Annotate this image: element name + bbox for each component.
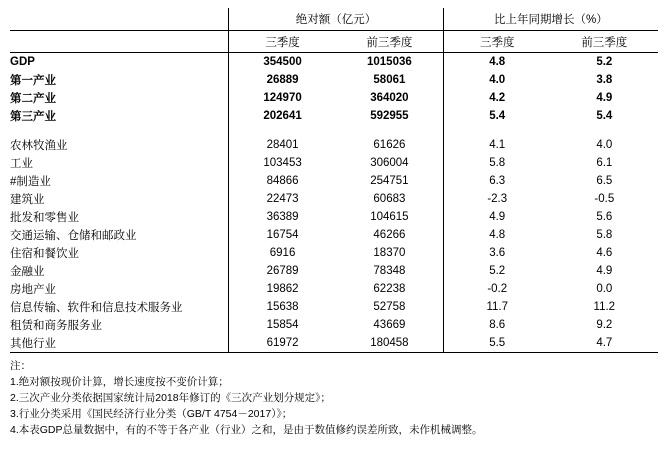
row-value-q3-growth: 5.2 [443, 262, 550, 280]
gdp-statistics-table [10, 8, 658, 353]
note-item-4: 4.本表GDP总量数据中，有的不等于各产业（行业）之和，是由于数值修约误差所致，未作机械调整。 [10, 424, 483, 436]
row-value-q3-growth: 3.6 [443, 244, 550, 262]
row-value-q3-absolute: 61972 [229, 334, 336, 353]
row-value-ytd-growth: 11.2 [593, 301, 616, 313]
row-value-q3-growth: 4.9 [443, 208, 550, 226]
spacer-cell [551, 125, 658, 136]
spacer-cell [229, 125, 336, 136]
row-value-ytd-absolute: 254751 [370, 175, 409, 187]
row-value-q3-absolute: 26889 [229, 71, 336, 89]
row-value-ytd-growth: 6.1 [596, 157, 613, 169]
row-value-q3-absolute: 124970 [229, 89, 336, 107]
row-value-q3-absolute: 16754 [229, 226, 336, 244]
row-value-ytd-growth: 4.9 [596, 265, 613, 277]
table-row [10, 226, 658, 244]
row-value-ytd-absolute: 78348 [373, 265, 406, 277]
row-label: 其他行业 [10, 334, 229, 353]
row-value-q3-absolute: 28401 [229, 136, 336, 154]
row-label: 第三产业 [10, 111, 56, 123]
row-value-q3-growth: 4.2 [443, 89, 550, 107]
row-value-q3-growth: 4.0 [443, 71, 550, 89]
row-label: 农林牧渔业 [10, 140, 68, 152]
row-label: GDP [10, 56, 35, 68]
row-value-ytd-growth: 5.6 [596, 211, 613, 223]
note-item-3: 3.行业分类采用《国民经济行业分类（GB/T 4754－2017）》； [10, 408, 293, 420]
table-row [10, 316, 658, 334]
row-value-q3-growth: 5.8 [443, 154, 550, 172]
row-value-ytd-absolute: 61626 [373, 139, 406, 151]
subheader-first-three-quarters-growth: 前三季度 [551, 31, 658, 53]
subheader-q3-absolute: 三季度 [229, 31, 336, 53]
table-row [10, 298, 658, 316]
row-value-q3-growth: 6.3 [443, 172, 550, 190]
row-value-ytd-growth: 4.6 [596, 247, 613, 259]
row-label: 住宿和餐饮业 [10, 248, 79, 260]
table-row [10, 208, 658, 226]
row-value-ytd-absolute: 306004 [370, 157, 409, 169]
row-value-q3-absolute: 19862 [229, 280, 336, 298]
table-row [10, 71, 658, 89]
row-value-ytd-growth: 4.9 [596, 92, 613, 104]
header-growth-rate: 比上年同期增长（%） [443, 8, 658, 31]
row-value-ytd-absolute: 104615 [370, 211, 409, 223]
row-label: 租赁和商务服务业 [10, 320, 102, 332]
row-value-ytd-absolute: 60683 [373, 193, 406, 205]
row-value-ytd-absolute: 62238 [373, 283, 406, 295]
table-group-header-row [10, 8, 658, 31]
row-value-q3-growth: 5.5 [443, 334, 550, 353]
row-value-q3-growth: -2.3 [443, 190, 550, 208]
row-label: 第一产业 [10, 75, 56, 87]
row-value-ytd-growth: 5.2 [596, 56, 613, 68]
row-value-q3-absolute: 354500 [229, 53, 336, 72]
table-row [10, 136, 658, 154]
row-label: 建筑业 [10, 194, 45, 206]
row-value-q3-absolute: 36389 [229, 208, 336, 226]
table-sub-header-row [10, 31, 658, 53]
row-value-ytd-growth: 3.8 [596, 74, 613, 86]
row-value-ytd-growth: 6.5 [596, 175, 613, 187]
row-value-q3-growth: 4.8 [443, 53, 550, 72]
table-row [10, 262, 658, 280]
note-item-1: 1.绝对额按现价计算，增长速度按不变价计算； [10, 376, 229, 388]
header-blank-cell [10, 8, 229, 31]
row-value-ytd-absolute: 58061 [373, 74, 406, 86]
row-value-q3-absolute: 103453 [229, 154, 336, 172]
row-value-q3-absolute: 84866 [229, 172, 336, 190]
table-row [10, 244, 658, 262]
row-value-q3-absolute: 15854 [229, 316, 336, 334]
subheader-first-three-quarters-absolute: 前三季度 [336, 31, 443, 53]
spacer-cell [443, 125, 550, 136]
row-value-ytd-absolute: 364020 [370, 92, 409, 104]
row-label: 批发和零售业 [10, 212, 79, 224]
row-value-q3-absolute: 15638 [229, 298, 336, 316]
spacer-row [10, 125, 658, 136]
table-row [10, 172, 658, 190]
note-item-2: 2.三次产业分类依据国家统计局2018年修订的《三次产业划分规定》； [10, 392, 331, 404]
row-value-q3-growth: 11.7 [443, 298, 550, 316]
table-notes [10, 358, 658, 438]
row-value-q3-growth: 4.1 [443, 136, 550, 154]
subheader-q3-growth: 三季度 [443, 31, 550, 53]
row-value-ytd-growth: 4.7 [551, 334, 658, 353]
spacer-cell [336, 125, 443, 136]
notes-title: 注： [10, 360, 31, 372]
row-label: 信息传输、软件和信息技术服务业 [10, 302, 183, 314]
row-label: #制造业 [10, 176, 51, 188]
row-value-q3-growth: -0.2 [443, 280, 550, 298]
row-value-ytd-growth: 0.0 [596, 283, 613, 295]
table-row [10, 154, 658, 172]
row-value-q3-growth: 8.6 [443, 316, 550, 334]
row-value-ytd-absolute: 592955 [370, 110, 409, 122]
table-row [10, 190, 658, 208]
row-value-q3-absolute: 26789 [229, 262, 336, 280]
row-value-ytd-absolute: 52758 [373, 301, 406, 313]
row-value-ytd-growth: 9.2 [596, 319, 613, 331]
row-label: 第二产业 [10, 93, 56, 105]
table-row [10, 334, 658, 353]
row-value-ytd-growth: 4.0 [596, 139, 613, 151]
row-value-q3-growth: 4.8 [443, 226, 550, 244]
row-value-ytd-absolute: 1015036 [367, 56, 412, 68]
row-value-ytd-growth: -0.5 [594, 193, 615, 205]
row-value-ytd-absolute: 46266 [373, 229, 406, 241]
row-value-ytd-growth: 5.4 [596, 110, 613, 122]
row-label: 金融业 [10, 266, 45, 278]
spacer-cell [10, 125, 229, 136]
row-label: 交通运输、仓储和邮政业 [10, 230, 137, 242]
table-row [10, 280, 658, 298]
row-value-ytd-growth: 5.8 [596, 229, 613, 241]
row-value-q3-absolute: 22473 [229, 190, 336, 208]
table-row [10, 107, 658, 125]
row-value-q3-absolute: 202641 [229, 107, 336, 125]
table-row [10, 53, 658, 72]
header-absolute-amount: 绝对额（亿元） [229, 8, 444, 31]
table-row [10, 89, 658, 107]
row-value-ytd-absolute: 18370 [373, 247, 406, 259]
row-value-q3-growth: 5.4 [443, 107, 550, 125]
row-label: 工业 [10, 158, 33, 170]
row-value-ytd-absolute: 43669 [373, 319, 406, 331]
row-value-ytd-absolute: 180458 [336, 334, 443, 353]
subheader-blank-cell [10, 31, 229, 53]
row-label: 房地产业 [10, 284, 56, 296]
row-value-q3-absolute: 6916 [229, 244, 336, 262]
